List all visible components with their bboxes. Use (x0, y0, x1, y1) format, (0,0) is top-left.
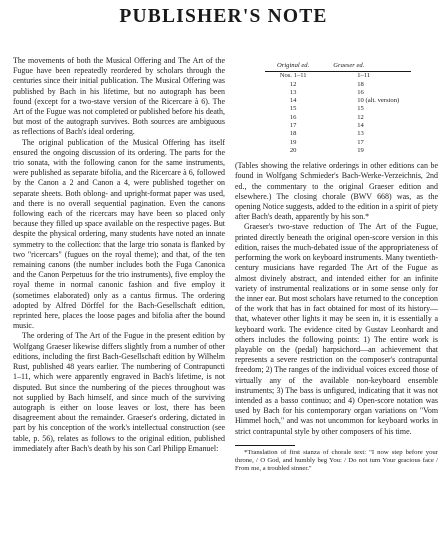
left-column (13, 56, 225, 454)
table-cell: 18 (289, 130, 297, 138)
table-cell: 15 (289, 105, 297, 113)
table-cell: 13 (289, 88, 297, 96)
table-cell: Nos. 1–11 (279, 72, 307, 80)
table-row (265, 89, 411, 97)
table-row (265, 114, 411, 122)
table-cell: 15 (357, 105, 364, 113)
paragraph-musical-offering: The original publication of the Musical Offering has itself ensured the ongoing discussion of its ordering. The parts for the trio sonata, with the following canon for the same instruments, were published as separate bifolia, and the Ricercare à 6, followed by the Canon a 2 and Canon a 4, were published together on separate sheets. Both oblong- and upright-format paper was used, and there is no overall sequential pagination. Even the canons following each of the ricercars may have been so placed only because they filled up space available on the respective pages. But despite the physical ordering, many students have noted an innate symmetry to the collection: that the large trio sonata is flanked by two "ricercars" (fugues on the royal theme); and that, of the ten remaining canons (the number includes both the Fuga Canonica and the Canon Perpetuus for the trio instruments), five employ the royal theme in normal canonic fashion and five employ it (sometimes elaborated) only as a cantus firmus. The ordering adopted by Alfred Dörffel for the Bach-Gesellschaft edition, reprinted here, places the loose pages and bifolia after the bound music. (13, 137, 225, 331)
footnote-divider (235, 445, 295, 446)
table-cell: 12 (357, 113, 364, 121)
table-cell: 18 (357, 80, 364, 88)
column-header-graeser: Graeser ed. (321, 62, 411, 72)
table-cell: 19 (357, 146, 364, 154)
table-row (265, 81, 411, 89)
page-title: PUBLISHER'S NOTE (119, 6, 328, 27)
table-row (265, 122, 411, 130)
ordering-table (265, 62, 411, 155)
table-cell: 1–11 (357, 72, 371, 80)
table-cell: 20 (289, 146, 297, 154)
right-column (235, 62, 438, 473)
table-row (265, 105, 411, 113)
paragraph-art-of-fugue-ordering: The ordering of The Art of the Fugue in the present edition by Wolfgang Graeser likewise differs slightly from a number of other editions, including the first Bach-Gesellschaft edition by Wilhelm Rust, published 48 years earlier. The numbering of Contrapuncti 1–11, which were apparently engraved in Bach's lifetime, is not disputed. But since the numbering of the pieces throughout was not supplied by Bach himself, and since much of the surviving autograph is either on loose leaves or lost, there has been disagreement about the remainder. Graeser's ordering, dictated in part by his conception of the work's intellectual construction (see table, p. 56), relates as follows to the original edition, published immediately after Bach's death by his son Carl Philipp Emanuel: (13, 331, 225, 453)
table-cell: 17 (357, 138, 364, 146)
paragraph-tables-note: (Tables showing the relative orderings in other editions can be found in Wolfgang Schmieder's Bach-Werke-Verzeichnis, 2nd ed., the commentary to the original Graeser edition and elsewhere.) The closing chorale (BWV 668) was, as the opening Notice suggests, added to the edition in a spirit of piety after Bach's death, apparently by his son.* (235, 161, 438, 222)
column-header-original: Original ed. (265, 62, 321, 72)
paragraph-keyboard-reduction: Graeser's two-stave reduction of The Art of the Fugue, printed directly beneath the original open-score version in this edition, raises the much-debated issue of the appropriateness of performing the work on keyboard instruments. Many twentieth-century musicians have regarded The Art of the Fugue as almost divinely abstract, and intended either for an infinite variety of instrumental realizations or in some sense only for the inner ear. But most scholars have returned to the conception of the work that has in fact obtained for most of its history—that, whatever other lights it may be seen in, it is essentially a keyboard work. The evidence cited by Gustav Leonhardt and others includes the following points: 1) The entire work is playable on the (pedal) harpsichord—an achievement that represents a severe restriction on the composer's contrapuntal freedom; 2) The ranges of the individual voices exceed those of virtually any of the available non-keyboard ensemble instruments; 3) The bass is unfigured, indicating that it was not intended as a basso continuo; and 4) Open-score notation was used by Bach for his contemporary organ variations on "Vom Himmel hoch," and was not uncommon for keyboard works in strict contrapuntal style by other composers of his time. (235, 222, 438, 436)
table-cell: 14 (357, 122, 364, 130)
table-row (265, 139, 411, 147)
table-cell: 13 (357, 130, 364, 138)
table-cell: 12 (289, 80, 297, 88)
table-cell: 19 (289, 138, 297, 146)
table-cell: 14 (289, 97, 297, 105)
paragraph-intro: The movements of both the Musical Offering and The Art of the Fugue have been repeatedly reordered by scholars through the centuries since their initial publication. The Musical Offering was published by Bach in his lifetime, but no autograph has been found (except for a two-stave version of the Ricercare à 6). The Art of the Fugue was not completed or published before his death, but most of the autograph survives. Both sources are ambiguous as reflections of Bach's ideal ordering. (13, 56, 225, 137)
footnote: *Translation of first stanza of chorale text: "I now step before your throne, / O God, and humbly beg You: / Do not turn Your gracious face / From me, a troubled sinner." (235, 448, 438, 472)
table-cell: 10 (alt. version) (357, 97, 400, 105)
table-cell: 16 (289, 113, 297, 121)
table-row (265, 72, 411, 81)
table-row (265, 147, 411, 155)
table-cell: 17 (289, 122, 297, 130)
table-row (265, 130, 411, 138)
table-cell: 16 (357, 88, 364, 96)
table-row (265, 97, 411, 105)
table-header-row (265, 62, 411, 72)
